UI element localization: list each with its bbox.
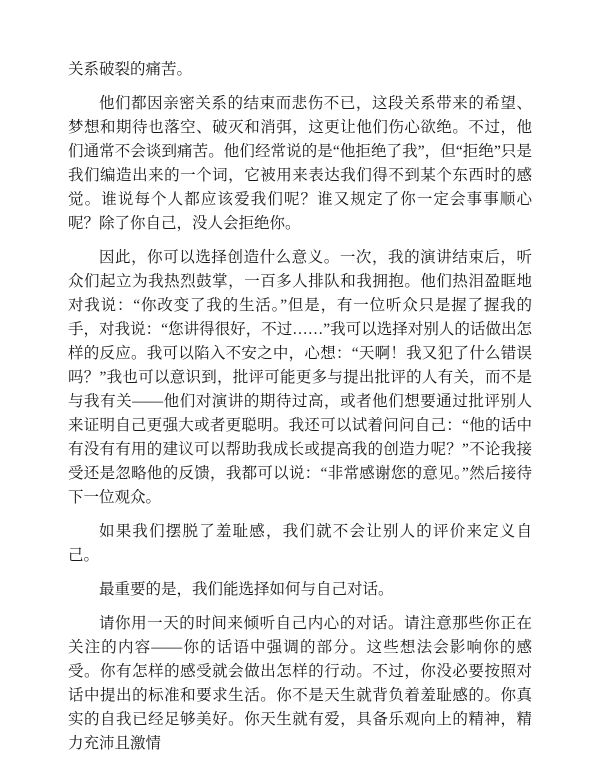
paragraph: 如果我们摆脱了羞耻感，我们就不会让别人的评价来定义自己。 [68, 523, 532, 564]
paragraph: 他们都因亲密关系的结束而悲伤不已，这段关系带来的希望、梦想和期待也落空、破灭和消弭，这更让他们伤心欲绝。不过，他们通常不会谈到痛苦。他们经常说的是“他拒绝了我”，但“拒绝”只是我们编造出来的一个词，它被用来表达我们得不到某个东西时的感觉。谁说每个人都应该爱我们呢？谁又规定了你一定会事事顺心呢？除了你自己，没人会拒绝你。 [68, 95, 532, 232]
page-text [68, 58, 532, 756]
paragraph: 因此，你可以选择创造什么意义。一次，我的演讲结束后，听众们起立为我热烈鼓掌，一百多人排队和我拥抱。他们热泪盈眶地对我说：“你改变了我的生活。”但是，有一位听众只是握了握我的手，对我说：“您讲得很好，不过……”我可以选择对别人的话做出怎样的反应。我可以陷入不安之中，心想：“天啊！我又犯了什么错误吗？”我也可以意识到，批评可能更多与提出批评的人有关，而不是与我有关——他们对演讲的期待过高，或者他们想要通过批评别人来证明自己更强大或者更聪明。我还可以试着问问自己：“他的话中有没有有用的建议可以帮助我成长或提高我的创造力呢？”不论我接受还是忽略他的反馈，我都可以说：“非常感谢您的意见。”然后接待下一位观众。 [68, 249, 532, 506]
paragraph: 关系破裂的痛苦。 [68, 61, 193, 78]
paragraph: 请你用一天的时间来倾听自己内心的对话。请注意那些你正在关注的内容——你的话语中强调的部分。这些想法会影响你的感受。你有怎样的感受就会做出怎样的行动。不过，你没必要按照对话中提出的标准和要求生活。你不是天生就背负着羞耻感的。你真实的自我已经足够美好。你天生就有爱，具备乐观向上的精神，精力充沛且激情 [68, 615, 532, 752]
paragraph: 最重要的是，我们能选择如何与自己对话。 [99, 581, 394, 598]
